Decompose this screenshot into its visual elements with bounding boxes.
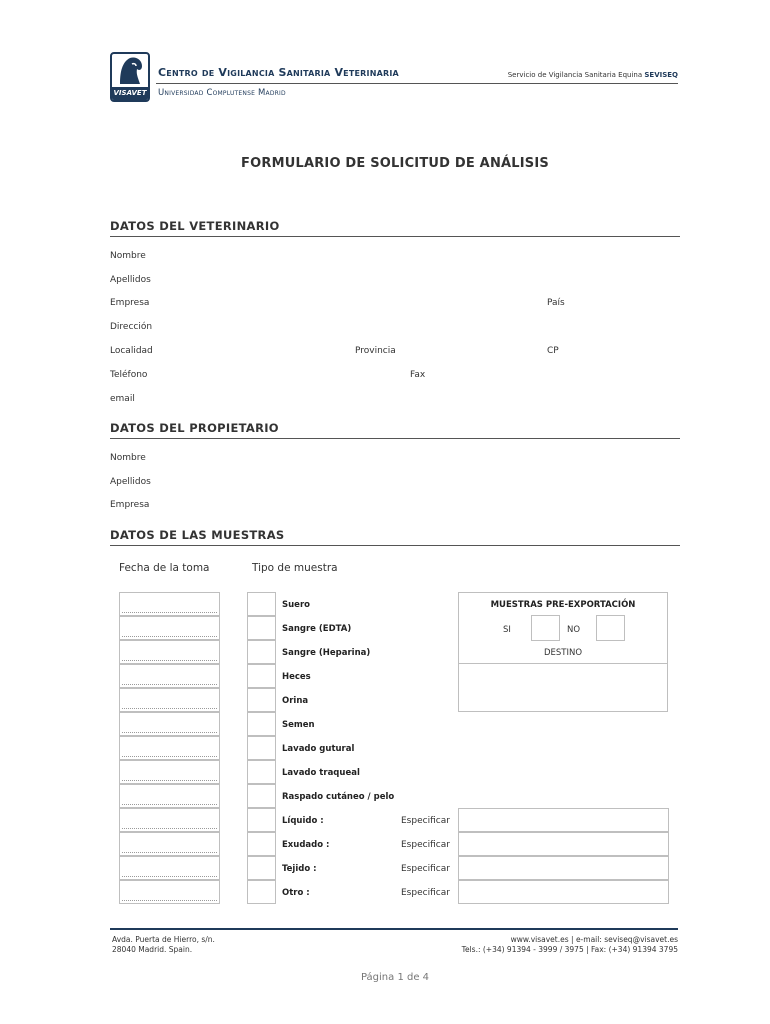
section-muestras-heading: DATOS DE LAS MUESTRAS [110, 528, 285, 542]
especificar-input[interactable] [458, 856, 669, 880]
sample-type-checkbox[interactable] [247, 880, 276, 904]
logo-text: VISAVET [112, 87, 148, 100]
sample-type-checkbox[interactable] [247, 760, 276, 784]
sample-date-input[interactable] [119, 760, 220, 784]
sample-date-input[interactable] [119, 880, 220, 904]
sample-type-label: Sangre (Heparina) [282, 648, 371, 658]
sample-type-label: Heces [282, 672, 311, 682]
especificar-label: Especificar [401, 816, 450, 826]
col-fecha-header: Fecha de la toma [119, 562, 210, 574]
section-muestras-divider [110, 545, 680, 546]
footer-contact-line2: Tels.: (+34) 91394 - 3999 / 3975 | Fax: (+34) 91394 3795 [461, 945, 678, 954]
pre-export-no-checkbox[interactable] [596, 615, 625, 641]
pre-export-destino-label: DESTINO [543, 648, 583, 658]
vet-empresa-field[interactable]: Empresa [110, 298, 150, 308]
pre-export-no-label: NO [567, 625, 581, 635]
sample-date-input[interactable] [119, 832, 220, 856]
service-label [508, 71, 678, 79]
sample-type-checkbox[interactable] [247, 736, 276, 760]
especificar-label: Especificar [401, 888, 450, 898]
sample-date-input[interactable] [119, 784, 220, 808]
especificar-input[interactable] [458, 832, 669, 856]
sample-date-input[interactable] [119, 688, 220, 712]
vet-fax-field[interactable]: Fax [410, 370, 426, 380]
pre-export-title: MUESTRAS PRE-EXPORTACIÓN [490, 600, 636, 610]
visavet-logo [110, 52, 150, 102]
sample-date-input[interactable] [119, 808, 220, 832]
footer-address-line1: Avda. Puerta de Hierro, s/n. [112, 935, 215, 944]
pre-export-si-checkbox[interactable] [531, 615, 560, 641]
sample-date-input[interactable] [119, 736, 220, 760]
especificar-label: Especificar [401, 864, 450, 874]
pre-export-divider [458, 663, 668, 664]
sample-type-label: Otro : [282, 888, 310, 898]
org-title: Centro de Vigilancia Sanitaria Veterinaria [158, 66, 399, 79]
section-veterinario-heading: DATOS DEL VETERINARIO [110, 219, 280, 233]
sample-type-label: Tejido : [282, 864, 317, 874]
vet-nombre-field[interactable]: Nombre [110, 251, 146, 261]
sample-date-input[interactable] [119, 640, 220, 664]
vet-apellidos-field[interactable]: Apellidos [110, 275, 151, 285]
prop-nombre-field[interactable]: Nombre [110, 453, 146, 463]
vet-cp-field[interactable]: CP [547, 346, 559, 356]
vet-pais-field[interactable]: País [547, 298, 565, 308]
service-text: Servicio de Vigilancia Sanitaria Equina [507, 71, 643, 79]
header-divider [156, 83, 678, 84]
footer-address-line2: 28040 Madrid. Spain. [112, 945, 193, 954]
vet-localidad-field[interactable]: Localidad [110, 346, 153, 356]
sample-type-checkbox[interactable] [247, 688, 276, 712]
sample-type-label: Sangre (EDTA) [282, 624, 352, 634]
sample-type-label: Lavado gutural [282, 744, 355, 754]
section-veterinario-divider [110, 236, 680, 237]
sample-type-checkbox[interactable] [247, 664, 276, 688]
sample-type-label: Raspado cutáneo / pelo [282, 792, 395, 802]
horse-head-icon [112, 54, 148, 88]
sample-type-checkbox[interactable] [247, 712, 276, 736]
sample-type-checkbox[interactable] [247, 808, 276, 832]
vet-email-field[interactable]: email [110, 394, 135, 404]
footer-contact [462, 935, 678, 955]
especificar-input[interactable] [458, 808, 669, 832]
sample-date-input[interactable] [119, 592, 220, 616]
form-title: FORMULARIO DE SOLICITUD DE ANÁLISIS [241, 156, 549, 171]
prop-empresa-field[interactable]: Empresa [110, 500, 150, 510]
section-propietario-heading: DATOS DEL PROPIETARIO [110, 421, 279, 435]
especificar-label: Especificar [401, 840, 450, 850]
col-tipo-header: Tipo de muestra [252, 562, 338, 574]
vet-direccion-field[interactable]: Dirección [110, 322, 153, 332]
sample-type-label: Semen [282, 720, 315, 730]
sample-type-checkbox[interactable] [247, 832, 276, 856]
sample-date-input[interactable] [119, 664, 220, 688]
sample-type-label: Orina [282, 696, 309, 706]
service-code: SEVISEQ [644, 71, 678, 79]
pre-export-si-label: SI [503, 625, 511, 635]
sample-type-checkbox[interactable] [247, 592, 276, 616]
footer-divider [110, 928, 678, 930]
vet-provincia-field[interactable]: Provincia [355, 346, 396, 356]
sample-type-checkbox[interactable] [247, 616, 276, 640]
especificar-input[interactable] [458, 880, 669, 904]
sample-date-input[interactable] [119, 712, 220, 736]
vet-telefono-field[interactable]: Teléfono [110, 370, 148, 380]
sample-type-checkbox[interactable] [247, 856, 276, 880]
sample-type-checkbox[interactable] [247, 640, 276, 664]
section-propietario-divider [110, 438, 680, 439]
sample-type-label: Lavado traqueal [282, 768, 360, 778]
sample-type-label: Exudado : [282, 840, 330, 850]
org-subtitle: Universidad Complutense Madrid [158, 88, 286, 98]
sample-date-input[interactable] [119, 616, 220, 640]
sample-type-checkbox[interactable] [247, 784, 276, 808]
footer-address [112, 935, 215, 955]
prop-apellidos-field[interactable]: Apellidos [110, 477, 151, 487]
page-number: Página 1 de 4 [360, 972, 430, 983]
sample-date-input[interactable] [119, 856, 220, 880]
footer-contact-line1: www.visavet.es | e-mail: seviseq@visavet.es [510, 935, 678, 944]
sample-type-label: Suero [282, 600, 310, 610]
sample-type-label: Líquido : [282, 816, 324, 826]
